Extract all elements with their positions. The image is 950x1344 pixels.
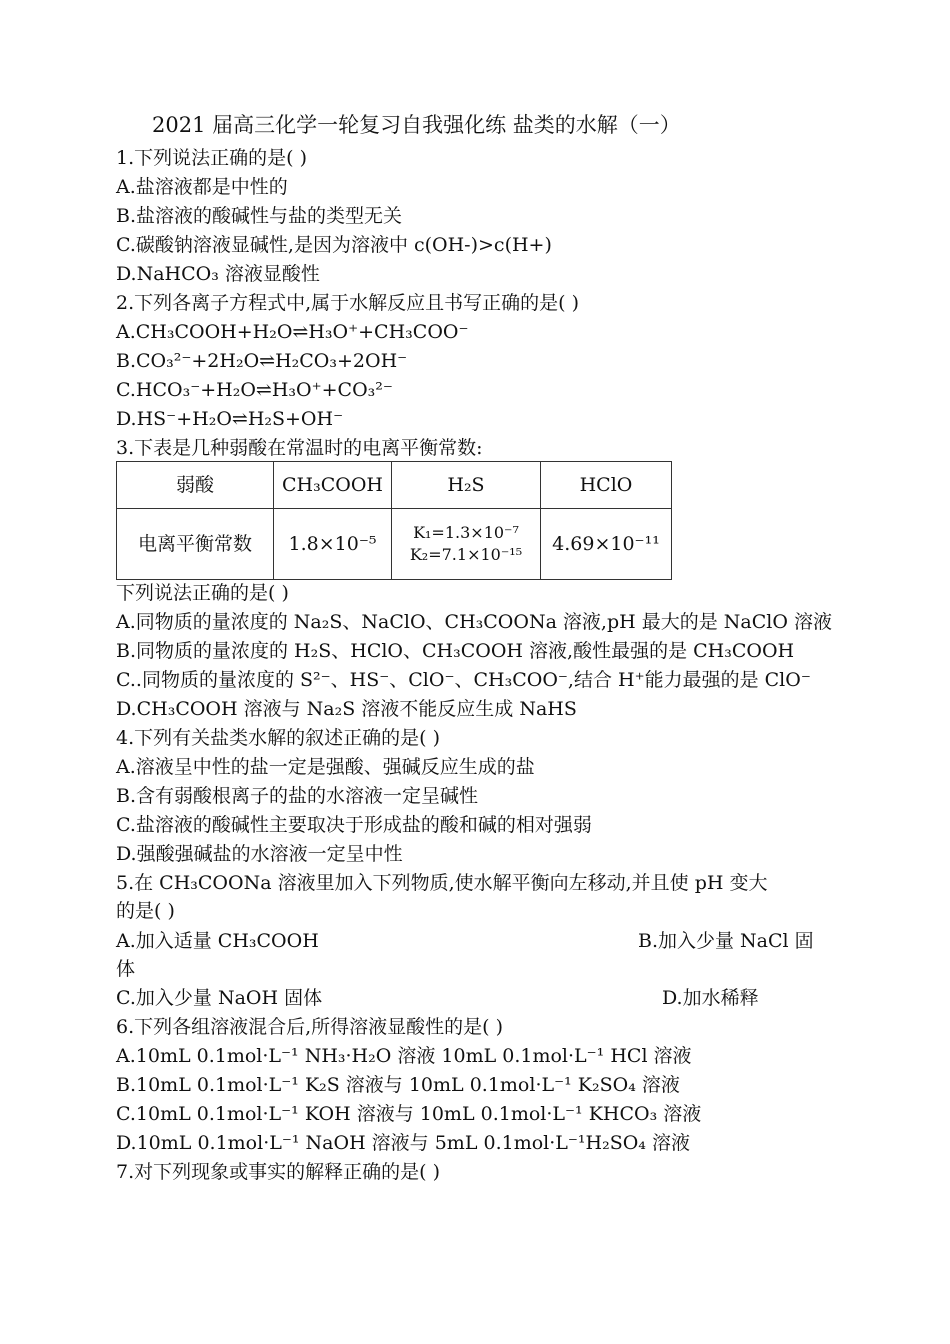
question-4: 4.下列有关盐类水解的叙述正确的是( ) <box>116 727 440 749</box>
q1-option-c: C.碳酸钠溶液显碱性,是因为溶液中 c(OH-)>c(H+) <box>116 234 552 256</box>
question-7: 7.对下列现象或事实的解释正确的是( ) <box>116 1161 440 1183</box>
q2-option-b: B.CO₃²⁻+2H₂O⇌H₂CO₃+2OH⁻ <box>116 350 408 372</box>
h2s-k1: K₁=1.3×10⁻⁷ <box>413 523 519 542</box>
q2-option-c: C.HCO₃⁻+H₂O⇌H₃O⁺+CO₃²⁻ <box>116 379 393 401</box>
q6-option-a: A.10mL 0.1mol·L⁻¹ NH₃·H₂O 溶液 10mL 0.1mol·L⁻¹ HCl 溶液 <box>116 1045 692 1067</box>
table-header-cell: H₂S <box>391 462 540 509</box>
question-3: 3.下表是几种弱酸在常温时的电离平衡常数: <box>116 437 483 459</box>
table-header-cell: CH₃COOH <box>274 462 392 509</box>
q1-option-b: B.盐溶液的酸碱性与盐的类型无关 <box>116 205 403 227</box>
h2s-k2: K₂=7.1×10⁻¹⁵ <box>409 545 523 564</box>
q6-option-d: D.10mL 0.1mol·L⁻¹ NaOH 溶液与 5mL 0.1mol·L⁻¹H₂SO₄ 溶液 <box>116 1132 690 1154</box>
table-row <box>117 462 672 509</box>
table-cell: 1.8×10⁻⁵ <box>274 509 392 580</box>
q6-option-b: B.10mL 0.1mol·L⁻¹ K₂S 溶液与 10mL 0.1mol·L⁻¹ K₂SO₄ 溶液 <box>116 1074 680 1096</box>
q3-option-c: C..同物质的量浓度的 S²⁻、HS⁻、ClO⁻、CH₃COO⁻,结合 H⁺能力最强的是 ClO⁻ <box>116 669 811 691</box>
q5-option-d: D.加水稀释 <box>662 987 759 1009</box>
q4-option-a: A.溶液呈中性的盐一定是强酸、强碱反应生成的盐 <box>116 756 535 778</box>
q6-option-c: C.10mL 0.1mol·L⁻¹ KOH 溶液与 10mL 0.1mol·L⁻¹ KHCO₃ 溶液 <box>116 1103 702 1125</box>
q3-option-b: B.同物质的量浓度的 H₂S、HClO、CH₃COOH 溶液,酸性最强的是 CH₃COOH <box>116 640 795 662</box>
question-1: 1.下列说法正确的是( ) <box>116 147 307 169</box>
q5-option-a: A.加入适量 CH₃COOH <box>116 930 319 952</box>
table-header-cell: HClO <box>540 462 671 509</box>
table-cell: 4.69×10⁻¹¹ <box>540 509 671 580</box>
table-cell-h2s <box>391 509 540 580</box>
q2-option-a: A.CH₃COOH+H₂O⇌H₃O⁺+CH₃COO⁻ <box>116 321 469 343</box>
table-header-cell: 弱酸 <box>117 462 274 509</box>
table-row <box>117 509 672 580</box>
document-title: 2021 届高三化学一轮复习自我强化练 盐类的水解（一） <box>152 113 681 137</box>
q5-option-b: B.加入少量 NaCl 固 <box>638 930 814 952</box>
q5-option-b-continued: 体 <box>116 958 136 980</box>
q3-stem: 下列说法正确的是( ) <box>116 582 289 604</box>
q2-option-d: D.HS⁻+H₂O⇌H₂S+OH⁻ <box>116 408 344 430</box>
q1-option-a: A.盐溶液都是中性的 <box>116 176 288 198</box>
q1-option-d: D.NaHCO₃ 溶液显酸性 <box>116 263 320 285</box>
q3-option-a: A.同物质的量浓度的 Na₂S、NaClO、CH₃COONa 溶液,pH 最大的是 NaClO 溶液 <box>116 611 832 633</box>
q4-option-c: C.盐溶液的酸碱性主要取决于形成盐的酸和碱的相对强弱 <box>116 814 592 836</box>
question-5-continued: 的是( ) <box>116 900 175 922</box>
question-2: 2.下列各离子方程式中,属于水解反应且书写正确的是( ) <box>116 292 580 314</box>
q4-option-b: B.含有弱酸根离子的盐的水溶液一定呈碱性 <box>116 785 479 807</box>
table-row-label: 电离平衡常数 <box>117 509 274 580</box>
q3-option-d: D.CH₃COOH 溶液与 Na₂S 溶液不能反应生成 NaHS <box>116 698 577 720</box>
q5-option-c: C.加入少量 NaOH 固体 <box>116 987 323 1009</box>
question-6: 6.下列各组溶液混合后,所得溶液显酸性的是( ) <box>116 1016 504 1038</box>
question-5: 5.在 CH₃COONa 溶液里加入下列物质,使水解平衡向左移动,并且使 pH 变大 <box>116 872 768 894</box>
q4-option-d: D.强酸强碱盐的水溶液一定呈中性 <box>116 843 403 865</box>
ionization-constant-table <box>116 461 672 580</box>
